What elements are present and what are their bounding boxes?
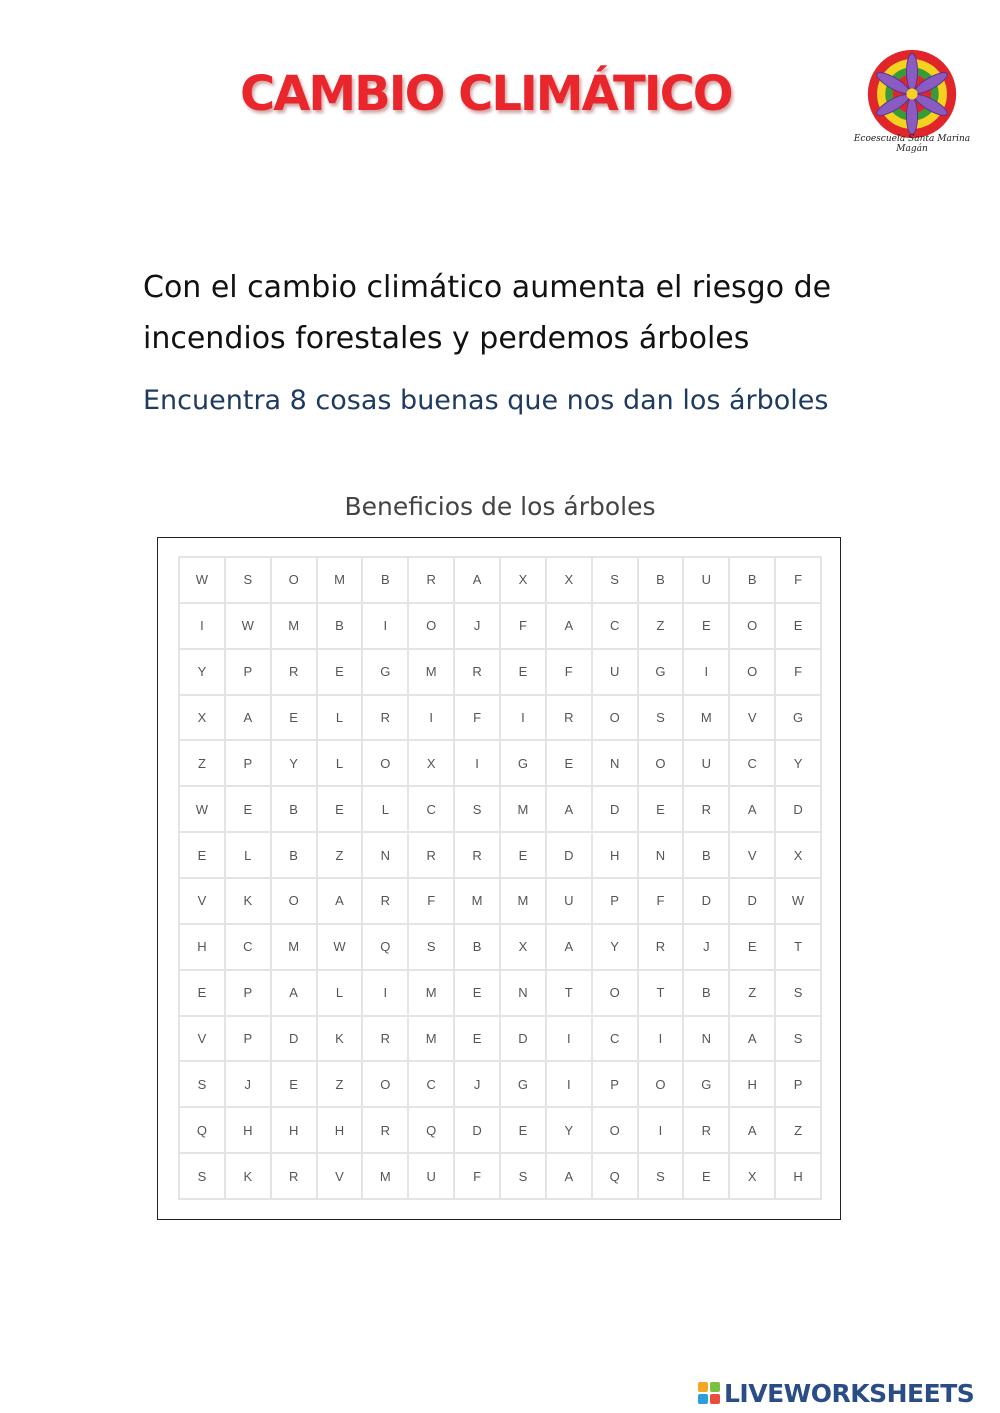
grid-cell[interactable]: F [455,1154,499,1198]
grid-cell[interactable]: A [226,696,270,740]
grid-cell[interactable]: X [409,741,453,785]
grid-cell[interactable]: R [547,696,591,740]
intro-text: Con el cambio climático aumenta el riesgo de incendios forestales y perdemos árboles [143,270,832,356]
grid-cell[interactable]: Y [593,925,637,969]
grid-cell[interactable]: E [730,925,774,969]
grid-cell[interactable]: L [363,787,407,831]
grid-cell[interactable]: I [363,604,407,648]
grid-cell[interactable]: I [501,696,545,740]
grid-cell[interactable]: E [180,833,224,877]
grid-cell[interactable]: O [272,879,316,923]
grid-cell[interactable]: B [639,558,683,602]
grid-cell[interactable]: O [363,1062,407,1106]
grid-cell[interactable]: J [226,1062,270,1106]
grid-cell[interactable]: S [639,696,683,740]
grid-cell[interactable]: E [226,787,270,831]
grid-cell[interactable]: F [409,879,453,923]
grid-cell[interactable]: O [593,1108,637,1152]
grid-cell[interactable]: H [730,1062,774,1106]
grid-cell[interactable]: B [455,925,499,969]
grid-cell[interactable]: U [547,879,591,923]
grid-cell[interactable]: I [180,604,224,648]
grid-cell[interactable]: K [226,1154,270,1198]
grid-cell[interactable]: E [776,604,820,648]
grid-cell[interactable]: P [226,1017,270,1061]
grid-cell[interactable]: Z [180,741,224,785]
grid-cell[interactable]: K [318,1017,362,1061]
grid-cell[interactable]: I [363,971,407,1015]
grid-cell[interactable]: O [409,604,453,648]
grid-cell[interactable]: I [639,1108,683,1152]
grid-cell[interactable]: S [180,1062,224,1106]
grid-cell[interactable]: O [639,1062,683,1106]
grid-cell[interactable]: Z [318,1062,362,1106]
grid-cell[interactable]: H [776,1154,820,1198]
grid-cell[interactable]: R [363,1108,407,1152]
logo-caption-line2: Magán [896,144,928,154]
grid-cell[interactable]: Z [639,604,683,648]
grid-cell[interactable]: S [455,787,499,831]
grid-cell[interactable]: G [501,741,545,785]
grid-cell[interactable]: D [547,833,591,877]
grid-cell[interactable]: N [363,833,407,877]
grid-cell[interactable]: I [547,1017,591,1061]
grid-cell[interactable]: E [272,696,316,740]
grid-cell[interactable]: E [318,650,362,694]
grid-cell[interactable]: G [684,1062,728,1106]
grid-cell[interactable]: R [409,833,453,877]
grid-cell[interactable]: C [409,1062,453,1106]
grid-cell[interactable]: S [639,1154,683,1198]
grid-cell[interactable]: E [272,1062,316,1106]
grid-cell[interactable]: R [409,558,453,602]
grid-cell[interactable]: B [272,787,316,831]
grid-cell[interactable]: R [363,696,407,740]
logo-caption-line1: Ecoescuela Santa Marina [853,134,971,144]
grid-cell[interactable]: W [180,787,224,831]
grid-cell[interactable]: A [547,1154,591,1198]
grid-cell[interactable]: H [180,925,224,969]
grid-cell[interactable]: Q [593,1154,637,1198]
grid-cell[interactable]: E [455,1017,499,1061]
grid-cell[interactable]: J [684,925,728,969]
grid-cell[interactable]: B [272,833,316,877]
grid-cell[interactable]: G [776,696,820,740]
grid-cell[interactable]: S [180,1154,224,1198]
grid-cell[interactable]: M [363,1154,407,1198]
grid-cell[interactable]: G [639,650,683,694]
grid-cell[interactable]: M [272,925,316,969]
grid-cell[interactable]: X [776,833,820,877]
grid-cell[interactable]: W [180,558,224,602]
grid-cell[interactable]: F [547,650,591,694]
grid-cell[interactable]: U [684,558,728,602]
grid-cell[interactable]: Q [409,1108,453,1152]
grid-cell[interactable]: A [455,558,499,602]
grid-cell[interactable]: X [501,558,545,602]
grid-cell[interactable]: Y [272,741,316,785]
grid-cell[interactable]: Q [180,1108,224,1152]
grid-cell[interactable]: S [593,558,637,602]
grid-cell[interactable]: D [684,879,728,923]
grid-cell[interactable]: B [684,833,728,877]
grid-cell[interactable]: E [501,650,545,694]
grid-cell[interactable]: B [684,971,728,1015]
grid-cell[interactable]: Z [776,1108,820,1152]
grid-cell[interactable]: S [776,971,820,1015]
grid-cell[interactable]: V [730,833,774,877]
grid-cell[interactable]: O [363,741,407,785]
grid-cell[interactable]: M [409,1017,453,1061]
grid-cell[interactable]: J [455,1062,499,1106]
grid-cell[interactable]: S [226,558,270,602]
grid-cell[interactable]: X [180,696,224,740]
grid-cell[interactable]: M [318,558,362,602]
word-search-frame [157,537,841,1220]
grid-cell[interactable]: H [593,833,637,877]
grid-cell[interactable]: F [776,558,820,602]
grid-cell[interactable]: O [593,696,637,740]
logo-caption [852,134,972,154]
liveworksheets-brand: LIVEWORKSHEETS [724,1378,975,1408]
grid-cell[interactable]: H [272,1108,316,1152]
grid-cell[interactable]: N [501,971,545,1015]
page-title: CAMBIO CLIMÁTICO [240,66,732,122]
grid-cell[interactable]: D [776,787,820,831]
grid-cell[interactable]: V [730,696,774,740]
puzzle-title: Beneficios de los árboles [344,492,656,521]
grid-cell[interactable]: N [684,1017,728,1061]
grid-cell[interactable]: D [501,1017,545,1061]
grid-cell[interactable]: E [318,787,362,831]
grid-cell[interactable]: S [409,925,453,969]
flower-logo-icon [866,48,958,140]
grid-cell[interactable]: A [730,787,774,831]
liveworksheets-footer[interactable] [698,1378,974,1408]
grid-cell[interactable]: R [272,650,316,694]
grid-cell[interactable]: D [730,879,774,923]
grid-cell[interactable]: I [455,741,499,785]
grid-cell[interactable]: M [272,604,316,648]
grid-cell[interactable]: T [639,971,683,1015]
grid-cell[interactable]: O [272,558,316,602]
grid-cell[interactable]: X [547,558,591,602]
grid-cell[interactable]: B [363,558,407,602]
grid-cell[interactable]: E [180,971,224,1015]
grid-cell[interactable]: N [593,741,637,785]
word-search-grid [178,556,822,1200]
grid-cell[interactable]: A [730,1108,774,1152]
grid-cell[interactable]: U [409,1154,453,1198]
grid-cell[interactable]: A [547,604,591,648]
grid-cell[interactable]: P [776,1062,820,1106]
grid-cell[interactable]: R [455,650,499,694]
grid-cell[interactable]: H [226,1108,270,1152]
grid-cell[interactable]: A [272,971,316,1015]
grid-cell[interactable]: K [226,879,270,923]
grid-cell[interactable]: S [776,1017,820,1061]
grid-cell[interactable]: Y [180,650,224,694]
grid-cell[interactable]: Z [318,833,362,877]
grid-cell[interactable]: P [226,650,270,694]
grid-cell[interactable]: Y [547,1108,591,1152]
grid-cell[interactable]: L [318,741,362,785]
grid-cell[interactable]: E [684,604,728,648]
grid-cell[interactable]: A [547,925,591,969]
grid-cell[interactable]: F [455,696,499,740]
grid-cell[interactable]: O [730,604,774,648]
grid-cell[interactable]: C [226,925,270,969]
grid-cell[interactable]: W [318,925,362,969]
grid-cell[interactable]: M [501,787,545,831]
grid-cell[interactable]: P [226,971,270,1015]
grid-cell[interactable]: G [363,650,407,694]
grid-cell[interactable]: D [455,1108,499,1152]
grid-cell[interactable]: M [455,879,499,923]
grid-cell[interactable]: X [730,1154,774,1198]
grid-cell[interactable]: U [684,741,728,785]
grid-cell[interactable]: I [409,696,453,740]
grid-cell[interactable]: F [501,604,545,648]
grid-cell[interactable]: E [455,971,499,1015]
grid-cell[interactable]: X [501,925,545,969]
grid-cell[interactable]: V [180,1017,224,1061]
grid-cell[interactable]: B [730,558,774,602]
grid-cell[interactable]: O [593,971,637,1015]
grid-cell[interactable]: M [501,879,545,923]
grid-cell[interactable]: P [593,1062,637,1106]
grid-cell[interactable]: E [639,787,683,831]
grid-cell[interactable]: R [272,1154,316,1198]
grid-cell[interactable]: S [501,1154,545,1198]
grid-cell[interactable]: D [272,1017,316,1061]
instruction-text: Encuentra 8 cosas buenas que nos dan los árboles [143,385,829,416]
grid-cell[interactable]: U [593,650,637,694]
grid-cell[interactable]: B [318,604,362,648]
school-logo [852,48,972,163]
grid-cell[interactable]: E [501,1108,545,1152]
grid-cell[interactable]: L [318,971,362,1015]
grid-cell[interactable]: M [684,696,728,740]
grid-cell[interactable]: M [409,971,453,1015]
grid-cell[interactable]: L [318,696,362,740]
grid-cell[interactable]: W [226,604,270,648]
grid-cell[interactable]: I [639,1017,683,1061]
grid-cell[interactable]: Y [776,741,820,785]
grid-cell[interactable]: T [776,925,820,969]
grid-cell[interactable]: F [639,879,683,923]
grid-cell[interactable]: V [318,1154,362,1198]
grid-cell[interactable]: C [593,604,637,648]
grid-cell[interactable]: C [730,741,774,785]
grid-cell[interactable]: R [363,1017,407,1061]
grid-cell[interactable]: M [409,650,453,694]
grid-cell[interactable]: R [639,925,683,969]
grid-cell[interactable]: Z [730,971,774,1015]
grid-cell[interactable]: R [684,787,728,831]
grid-cell[interactable]: C [593,1017,637,1061]
grid-cell[interactable]: C [409,787,453,831]
grid-cell[interactable]: R [455,833,499,877]
grid-cell[interactable]: P [226,741,270,785]
grid-cell[interactable]: W [776,879,820,923]
grid-cell[interactable]: E [547,741,591,785]
grid-cell[interactable]: A [318,879,362,923]
grid-cell[interactable]: O [639,741,683,785]
grid-cell[interactable]: E [501,833,545,877]
grid-cell[interactable]: J [455,604,499,648]
grid-cell[interactable]: F [776,650,820,694]
grid-cell[interactable]: P [593,879,637,923]
grid-cell[interactable]: R [363,879,407,923]
grid-cell[interactable]: E [684,1154,728,1198]
grid-cell[interactable]: A [547,787,591,831]
grid-cell[interactable]: D [593,787,637,831]
grid-cell[interactable]: R [684,1108,728,1152]
grid-cell[interactable]: I [684,650,728,694]
grid-cell[interactable]: A [730,1017,774,1061]
grid-cell[interactable]: I [547,1062,591,1106]
grid-cell[interactable]: V [180,879,224,923]
grid-cell[interactable]: N [639,833,683,877]
grid-cell[interactable]: H [318,1108,362,1152]
grid-cell[interactable]: O [730,650,774,694]
grid-cell[interactable]: G [501,1062,545,1106]
grid-cell[interactable]: L [226,833,270,877]
liveworksheets-logo-icon [698,1382,720,1404]
grid-cell[interactable]: Q [363,925,407,969]
grid-cell[interactable]: T [547,971,591,1015]
